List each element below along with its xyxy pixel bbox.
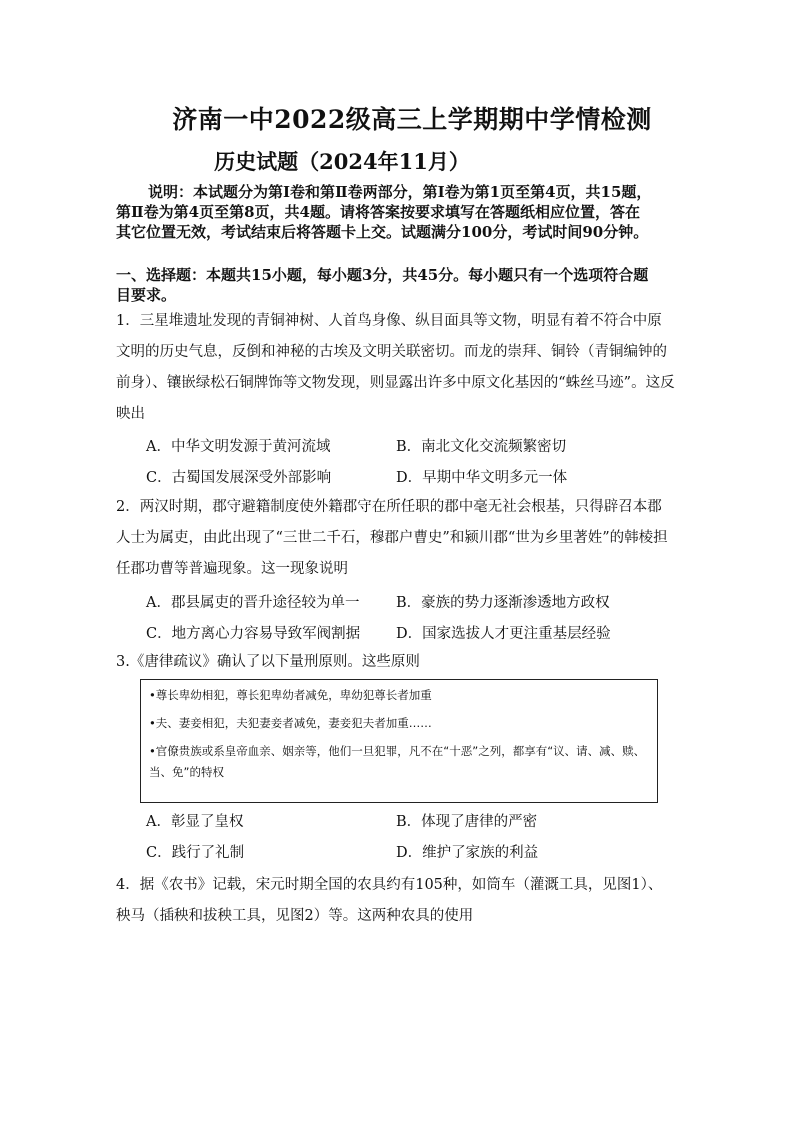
- question-1: [116, 306, 676, 430]
- question-2-options: [146, 586, 646, 648]
- option-b: B．体现了唐律的严密: [396, 814, 538, 830]
- question-2: [116, 492, 676, 585]
- question-3-options: [146, 805, 646, 867]
- question-3: [116, 647, 676, 678]
- option-d: D．国家选拔人才更注重基层经验: [396, 626, 611, 642]
- principle-item: •夫、妻妾相犯，夫犯妻妾者减免，妻妾犯夫者加重……: [149, 716, 432, 730]
- section-heading: 一、选择题：本题共15小题，每小题3分，共45分。每小题只有一个选项符合题目要求。: [116, 266, 649, 304]
- question-stem: 4．据《农书》记载，宋元时期全国的农具约有105种，如筒车（灌溉工具，见图1）、秧马（插秧和拔秧工具，见图2）等。这两种农具的使用: [116, 877, 663, 924]
- option-d: D．维护了家族的利益: [396, 845, 539, 861]
- question-stem: 2．两汉时期，郡守避籍制度使外籍郡守在所任职的郡中毫无社会根基，只得辟召本郡人士为属吏，由此出现了“三世二千石，穆郡户曹史”和颍川郡“世为乡里著姓”的韩棱担任郡功曹等普遍现象。这一现象说明: [116, 499, 668, 577]
- question-1-options: [146, 430, 646, 492]
- option-c: C．践行了礼制: [146, 845, 245, 861]
- option-d: D．早期中华文明多元一体: [396, 470, 568, 486]
- option-a: A．郡县属吏的晋升途径较为单一: [146, 595, 360, 611]
- option-a: A．中华文明发源于黄河流域: [146, 439, 331, 455]
- option-a: A．彰显了皇权: [146, 814, 244, 830]
- question-stem: 1．三星堆遗址发现的青铜神树、人首鸟身像、纵目面具等文物，明显有着不符合中原文明的历史气息，反倒和神秘的古埃及文明关联密切。而龙的崇拜、铜铃（青铜编钟的前身）、镶嵌绿松石铜牌饰等文物发现，则显露出许多中原文化基因的“蛛丝马迹”。这反映出: [116, 313, 675, 422]
- exam-title: 济南一中2022级高三上学期期中学情检测: [172, 105, 652, 134]
- law-principles-box: [140, 679, 658, 803]
- principle-item: •尊长卑幼相犯，尊长犯卑幼者减免，卑幼犯尊长者加重: [149, 688, 432, 702]
- option-b: B．豪族的势力逐渐渗透地方政权: [396, 595, 610, 611]
- option-b: B．南北文化交流频繁密切: [396, 439, 567, 455]
- question-4: [116, 870, 676, 932]
- option-c: C．古蜀国发展深受外部影响: [146, 470, 332, 486]
- instructions: 说明：本试题分为第Ⅰ卷和第Ⅱ卷两部分，第Ⅰ卷为第1页至第4页，共15题，第Ⅱ卷为第4页至第8页，共4题。请将答案按要求填写在答题纸相应位置，答在其它位置无效，考试结束后将答题卡上交。试题满分100分，考试时间90分钟。: [116, 183, 652, 241]
- exam-subtitle: 历史试题（2024年11月）: [214, 149, 470, 174]
- principle-item: •官僚贵族或系皇帝血亲、姻亲等，他们一旦犯罪，凡不在“十恶”之列，都享有“议、请、减、赎、当、免”的特权: [149, 744, 646, 779]
- option-c: C．地方离心力容易导致军阀割据: [146, 626, 361, 642]
- question-stem: 3.《唐律疏议》确认了以下量刑原则。这些原则: [116, 654, 420, 670]
